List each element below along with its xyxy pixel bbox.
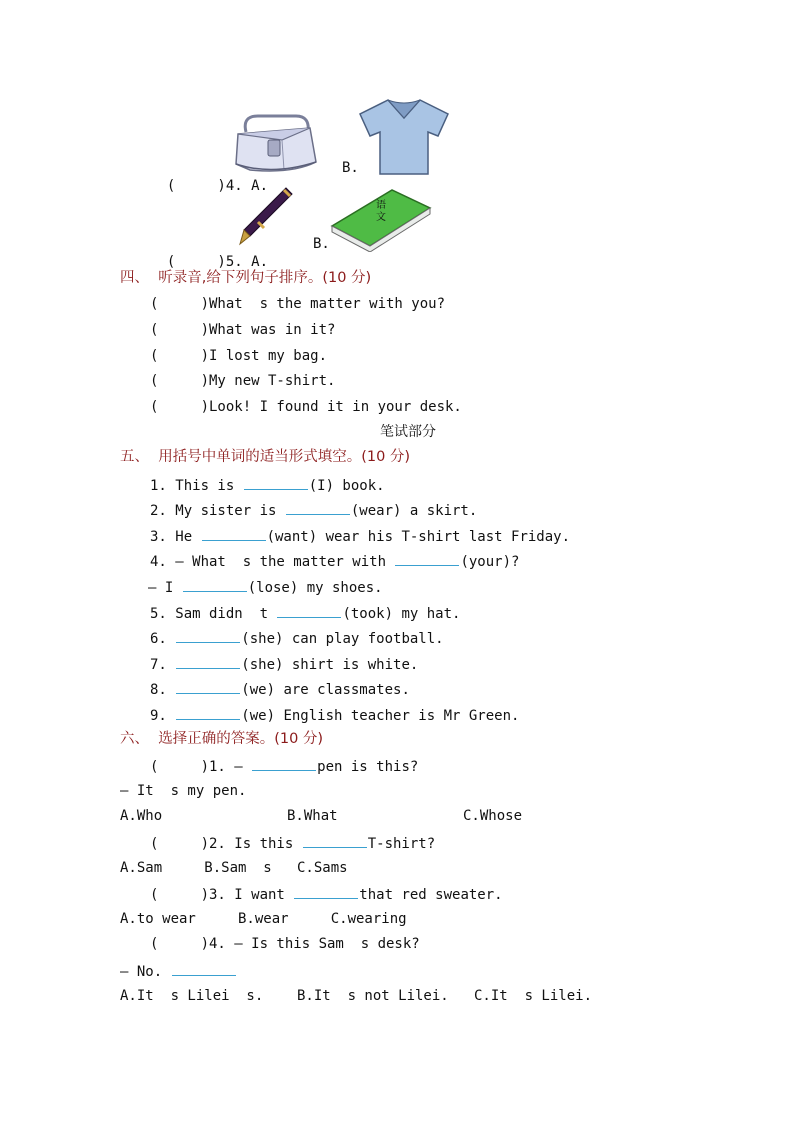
answer-blank[interactable] (286, 500, 350, 515)
option-b-label: B. (342, 160, 359, 176)
book-title-char: 语 (376, 200, 386, 211)
fill-item: 6. (she) can play football. (150, 628, 444, 648)
fill-item: 4. — What s the matter with (your)? (150, 551, 519, 571)
option-a-label: A. (251, 254, 269, 270)
question-number: 5. (225, 254, 243, 270)
fill-item: 9. (we) English teacher is Mr Green. (150, 705, 519, 725)
book-icon (330, 186, 432, 252)
choice-question: ( )3. I want that red sweater. (150, 884, 503, 904)
section-4-item: ( )What was in it? (150, 322, 336, 338)
answer-blank[interactable] (303, 833, 367, 848)
options: A.to wear B.wear C.wearing (120, 911, 407, 927)
answer-blank[interactable] (395, 551, 459, 566)
option-b-label: B. (313, 236, 330, 252)
t-shirt-icon (358, 96, 450, 176)
option: A.Who (120, 808, 163, 824)
fill-item: 1. This is (I) book. (150, 475, 385, 495)
section-6-title: 六、 选择正确的答案。(10 分) (120, 731, 324, 747)
fill-item: 8. (we) are classmates. (150, 679, 410, 699)
question-number: 4. (225, 178, 243, 194)
section-5-title: 五、 用括号中单词的适当形式填空。(10 分) (120, 449, 411, 465)
answer-blank[interactable] (172, 961, 236, 976)
answer-blank[interactable] (176, 654, 240, 669)
section-4-item: ( )My new T-shirt. (150, 373, 336, 389)
answer-blank[interactable] (176, 705, 240, 720)
answer-blank[interactable] (294, 884, 358, 899)
choice-question: ( )4. — Is this Sam s desk? (150, 936, 420, 952)
fill-item: 2. My sister is (wear) a skirt. (150, 500, 477, 520)
answer-blank[interactable] (202, 526, 266, 541)
fill-item: 5. Sam didn t (took) my hat. (150, 603, 460, 623)
option: C.Whose (463, 808, 523, 824)
choice-question: ( )1. — pen is this? (150, 756, 418, 776)
fill-item: — I (lose) my shoes. (148, 577, 383, 597)
answer-blank[interactable] (176, 679, 240, 694)
question-answer: — It s my pen. (120, 783, 247, 799)
answer-blank[interactable] (183, 577, 247, 592)
answer-blank[interactable] (244, 475, 308, 490)
fill-item: 7. (she) shirt is white. (150, 654, 418, 674)
written-part-heading: 笔试部分 (380, 424, 436, 440)
section-4-item: ( )Look! I found it in your desk. (150, 399, 462, 415)
choice-question: ( )2. Is this T-shirt? (150, 833, 435, 853)
answer-bracket: ( ) (166, 178, 226, 194)
handbag-icon (232, 110, 320, 176)
answer-bracket: ( ) (166, 254, 226, 270)
pen-icon (236, 184, 296, 248)
section-4-item: ( )I lost my bag. (150, 348, 328, 364)
options: A.It s Lilei s. B.It s not Lilei. C.It s Lilei. (120, 988, 593, 1004)
answer-blank[interactable] (252, 756, 316, 771)
book-title-char: 文 (376, 212, 386, 223)
section-4-title: 四、 听录音,给下列句子排序。(10 分) (120, 270, 372, 286)
answer-blank[interactable] (176, 628, 240, 643)
question-answer: — No. (120, 961, 237, 981)
fill-item: 3. He (want) wear his T-shirt last Friday. (150, 526, 570, 546)
option-a-label: A. (251, 178, 269, 194)
answer-blank[interactable] (277, 603, 341, 618)
options: A.Sam B.Sam s C.Sams (120, 860, 348, 876)
section-4-item: ( )What s the matter with you? (150, 296, 446, 312)
option: B.What (287, 808, 338, 824)
